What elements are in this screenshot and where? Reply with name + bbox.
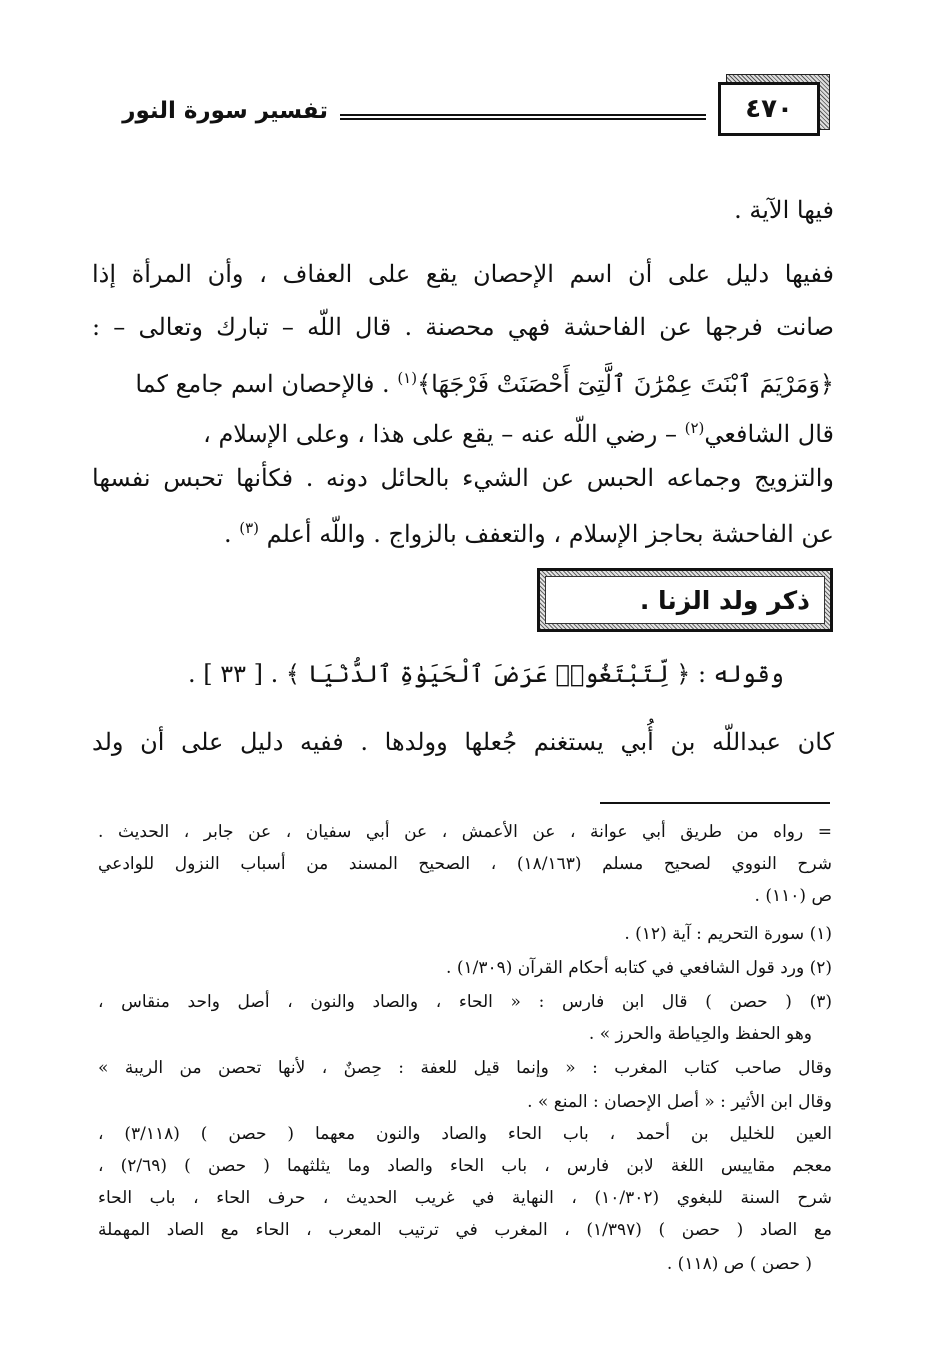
footnote-separator bbox=[600, 802, 830, 804]
text-fragment: – رضي اللّه عنه – يقع على هذا ، وعلى الإسلام ، bbox=[203, 420, 677, 448]
verse-reference: . [ ٣٣ ] . bbox=[187, 660, 279, 688]
text-line: صانت فرجها عن الفاحشة فهي محصنة . قال اللّه – تبارك وتعالى – : bbox=[92, 313, 834, 341]
footnote-marker: (٣) bbox=[239, 519, 260, 537]
text-fragment: . bbox=[223, 520, 232, 548]
footnote-line: ص (١١٠) . bbox=[754, 886, 832, 906]
footnote-marker: (١) bbox=[397, 369, 418, 387]
verse-prefix: وقوله : bbox=[697, 660, 784, 688]
footnote-line: ( حصن ) ص (١١٨) . bbox=[666, 1254, 812, 1274]
section-heading: ذكر ولد الزنا . bbox=[545, 576, 825, 624]
quran-verse: ﴿ لِّتَبْتَغُوا۟ عَرَضَ ٱلْحَيَوٰةِ ٱلدُّنْيَا ﴾ bbox=[285, 660, 691, 688]
page-number: ٤٧٠ bbox=[718, 82, 820, 136]
text-line: فيها الآية . bbox=[734, 196, 834, 224]
footnote-line: معجم مقاييس اللغة لابن فارس ، باب الحاء والصاد وما يثلثهما ( حصن ) (٢/٦٩) ، bbox=[98, 1156, 832, 1176]
main-text-continued bbox=[92, 722, 834, 772]
footnote-line: مع الصاد ( حصن ) (١/٣٩٧) ، المغرب في ترتيب المعرب ، الحاء مع الصاد المهملة bbox=[98, 1220, 832, 1240]
footnote-line: (٣) ( حصن ) قال ابن فارس : « الحاء ، والصاد والنون ، أصل واحد منقاس ، bbox=[98, 992, 832, 1012]
footnote-line: وهو الحفظ والحِياطة والحرز » . bbox=[588, 1024, 812, 1044]
footnote-line: (٢) ورد قول الشافعي في كتابه أحكام القرآن (١/٣٠٩) . bbox=[446, 958, 832, 978]
text-fragment: قال الشافعي bbox=[704, 420, 834, 448]
footnote-line: شرح السنة للبغوي (١٠/٣٠٢) ، النهاية في غريب الحديث ، حرف الحاء ، باب الحاء bbox=[98, 1188, 833, 1208]
text-fragment: عن الفاحشة بحاجز الإسلام ، والتعفف بالزواج . واللّه أعلم bbox=[266, 520, 834, 548]
section-heading-box bbox=[537, 568, 833, 632]
text-line: كان عبداللّه بن أُبي يستغنم جُعلها وولدها . ففيه دليل على أن ولد bbox=[92, 728, 834, 756]
header-rule bbox=[340, 114, 706, 120]
text-line bbox=[92, 654, 784, 694]
verse-block bbox=[92, 654, 834, 704]
footnote-line: (١) سورة التحريم : آية (١٢) . bbox=[624, 924, 832, 944]
footnote-line: = رواه من طريق أبي عوانة ، عن الأعمش ، عن أبي سفيان ، عن جابر ، الحديث . bbox=[98, 822, 833, 842]
footnote-line: وقال صاحب كتاب المغرب : « وإنما قيل للعفة : حِصنٌ ، لأنها تحصن من الريبة » bbox=[98, 1058, 832, 1078]
text-line: والتزويج وجماعه الحبس عن الشيء بالحائل دونه . فكأنها تحبس نفسها bbox=[92, 464, 834, 492]
quran-verse: ﴿وَمَرْيَمَ ٱبْنَتَ عِمْرَٰنَ ٱلَّتِىٓ أَحْصَنَتْ فَرْجَهَا﴾ bbox=[417, 370, 834, 398]
running-title: تفسير سورة النور bbox=[122, 98, 328, 124]
text-line bbox=[92, 408, 834, 454]
footnote-line: العين للخليل بن أحمد ، باب الحاء والصاد والنون معهما ( حصن ) (٣/١١٨) ، bbox=[98, 1124, 832, 1144]
footnote-line: وقال ابن الأثير : « أصل الإحصان : المنع » . bbox=[527, 1092, 832, 1112]
text-line: ففيها دليل على أن اسم الإحصان يقع على العفاف ، وأن المرأة إذا bbox=[92, 260, 834, 288]
footnote-marker: (٢) bbox=[684, 419, 705, 437]
text-line bbox=[92, 358, 834, 404]
text-fragment: . فالإحصان اسم جامع كما bbox=[135, 370, 390, 398]
footnote-line: شرح النووي لصحيح مسلم (١٨/١٦٣) ، الصحيح المسند من أسباب النزول للوادعي bbox=[98, 854, 832, 874]
text-line bbox=[92, 508, 834, 554]
